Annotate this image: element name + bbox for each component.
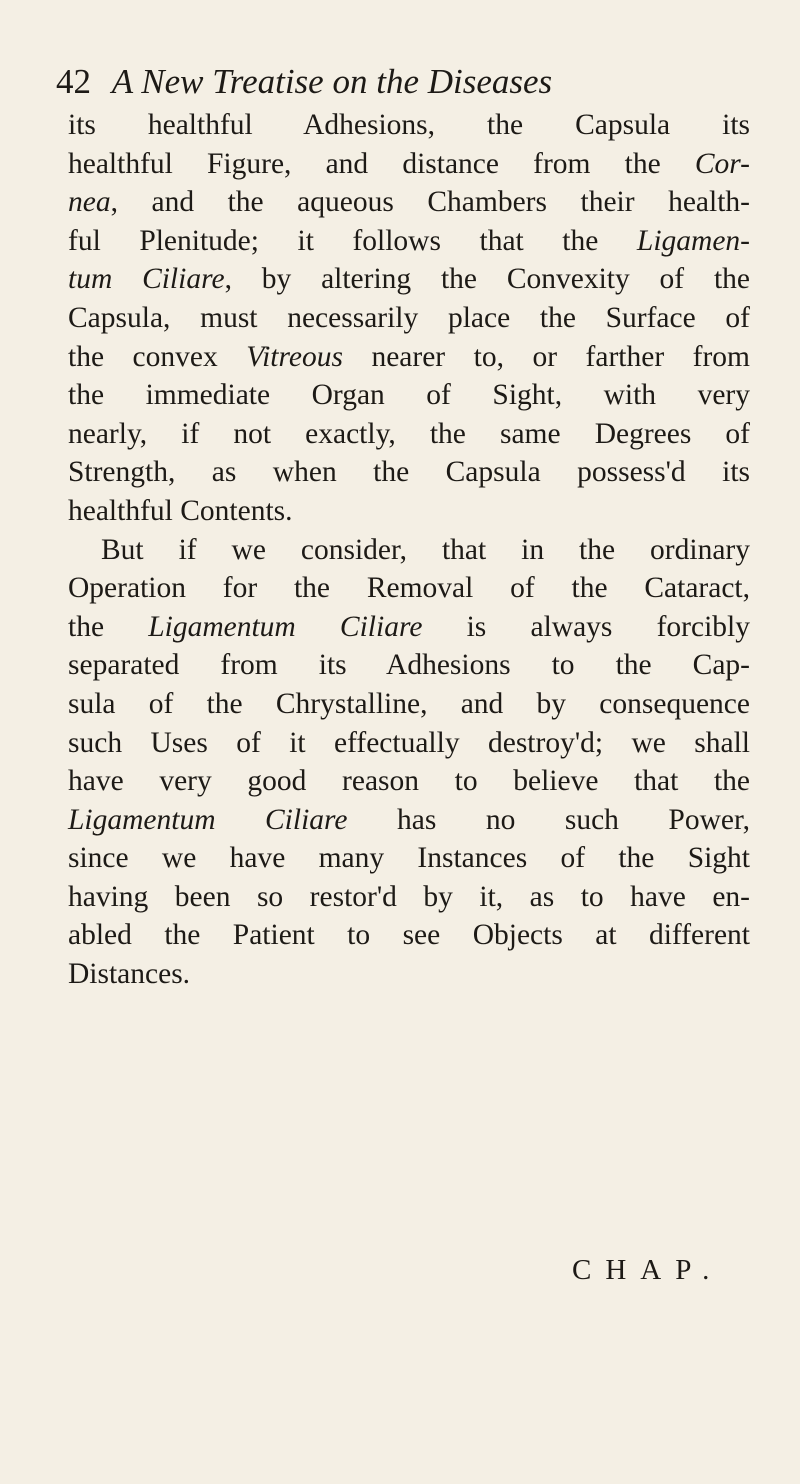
text-line xyxy=(68,646,750,685)
italic-run: Ligamentum Ciliare xyxy=(148,610,423,643)
text-line xyxy=(68,608,750,647)
text-line xyxy=(68,916,750,955)
text-run: is always forcibly xyxy=(422,610,750,643)
text-run: Operation for the Removal of the Cataract, xyxy=(68,572,750,605)
italic-run: Cor- xyxy=(694,147,750,180)
text-line xyxy=(68,685,750,724)
catchword: CHAP. xyxy=(572,1254,724,1286)
text-line xyxy=(68,453,750,492)
text-run: But if we consider, that in the ordinary xyxy=(101,533,750,566)
text-line xyxy=(68,955,750,994)
text-run: Distances. xyxy=(68,958,191,991)
page-number: 42 xyxy=(56,62,91,101)
text-run: its healthful Adhesions, the Capsula its xyxy=(68,109,750,141)
text-run: the xyxy=(68,610,149,643)
running-title: A New Treatise on the Diseases xyxy=(111,62,553,101)
text-run: , by altering the Convexity of the xyxy=(224,263,750,296)
body-text xyxy=(68,106,750,994)
text-line xyxy=(68,338,750,377)
text-line xyxy=(68,260,750,299)
italic-run: Ligamentum Ciliare xyxy=(68,803,348,836)
text-run: since we have many Instances of the Sight xyxy=(68,842,750,875)
italic-run: Vitreous xyxy=(246,340,343,373)
text-run: nearly, if not exactly, the same Degrees of xyxy=(68,417,750,450)
text-line xyxy=(68,106,750,145)
text-line xyxy=(68,839,750,878)
text-line xyxy=(68,492,750,531)
text-run: have very good reason to believe that the xyxy=(68,765,750,798)
text-line xyxy=(68,531,750,570)
text-run: such Uses of it effectually destroy'd; we shall xyxy=(68,726,750,759)
text-run: the immediate Organ of Sight, with very xyxy=(68,379,750,412)
text-run: , and the aqueous Chambers their health- xyxy=(110,186,750,219)
text-run: healthful Contents. xyxy=(68,494,293,527)
text-run: Strength, as when the Capsula possess'd its xyxy=(68,456,750,489)
text-run: healthful Figure, and distance from the xyxy=(68,147,695,180)
text-line xyxy=(68,299,750,338)
text-line xyxy=(68,878,750,917)
text-line xyxy=(68,376,750,415)
text-line xyxy=(68,415,750,454)
text-run: ful Plenitude; it follows that the xyxy=(68,224,637,257)
text-run: abled the Patient to see Objects at different xyxy=(68,919,750,952)
text-line xyxy=(68,145,750,184)
text-run: has no such Power, xyxy=(347,803,750,836)
text-run: separated from its Adhesions to the Cap- xyxy=(68,649,750,682)
text-line xyxy=(68,801,750,840)
text-run: the convex xyxy=(68,340,247,373)
text-line xyxy=(68,183,750,222)
text-line xyxy=(68,222,750,261)
text-run: nearer to, or farther from xyxy=(342,340,750,373)
text-run: sula of the Chrystalline, and by consequence xyxy=(68,687,750,720)
italic-run: Ligamen- xyxy=(636,224,750,257)
text-run: having been so restor'd by it, as to have en- xyxy=(68,880,750,913)
text-line xyxy=(68,569,750,608)
text-line xyxy=(68,762,750,801)
running-head xyxy=(56,62,552,102)
text-line xyxy=(68,724,750,763)
italic-run: nea xyxy=(68,186,111,219)
italic-run: tum Ciliare xyxy=(68,263,225,296)
text-run: Capsula, must necessarily place the Surface of xyxy=(68,301,750,334)
